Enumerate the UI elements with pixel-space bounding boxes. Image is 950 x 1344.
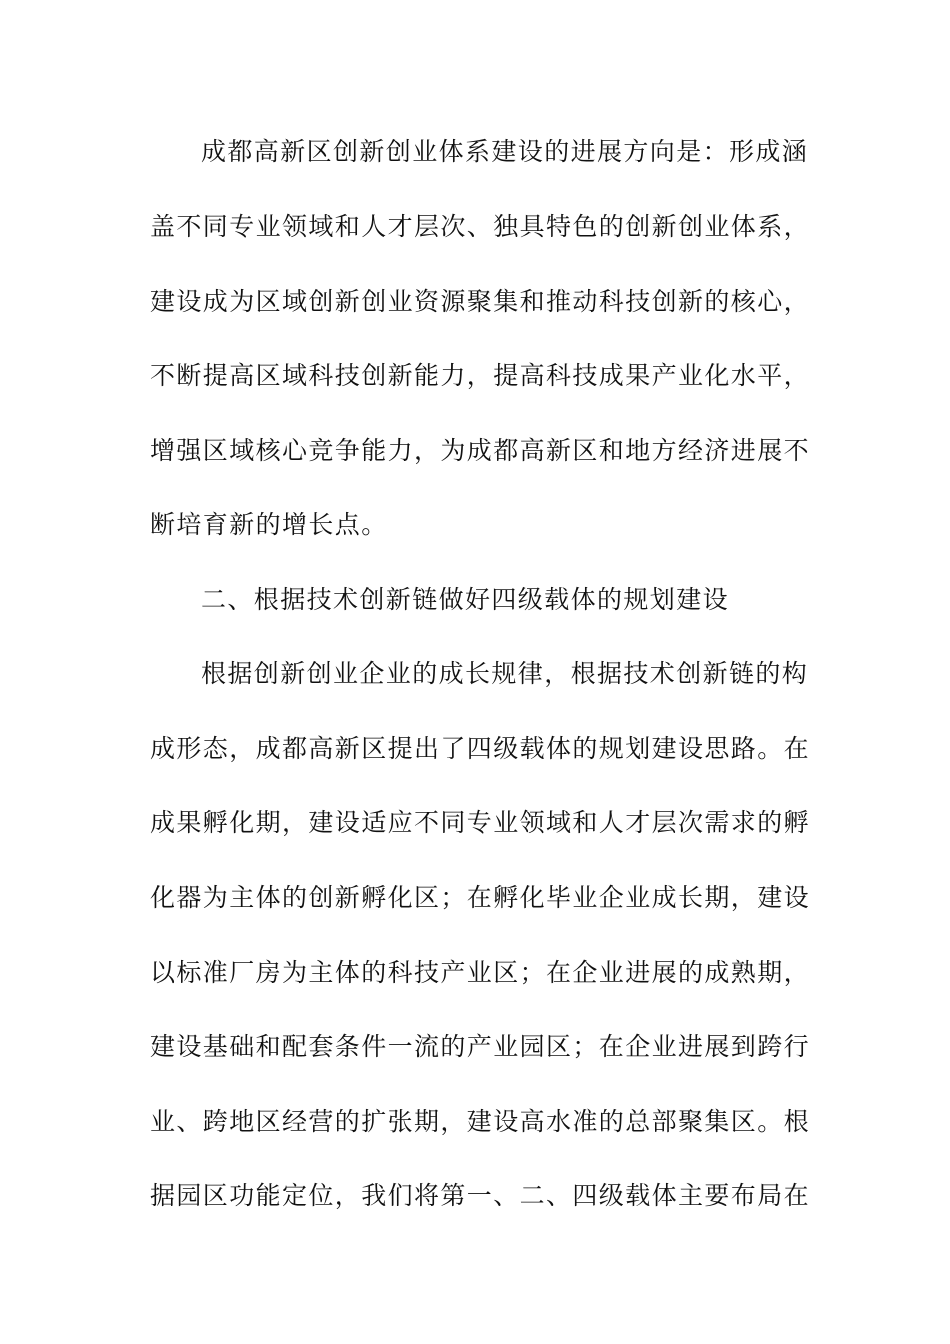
text-line: 建设基础和配套条件一流的产业园区；在企业进展到跨行 [150,1032,811,1061]
text-line: 成都高新区创新创业体系建设的进展方向是：形成涵 [201,137,809,166]
text-line: 据园区功能定位，我们将第一、二、四级载体主要布局在 [150,1181,811,1210]
text-line: 业、跨地区经营的扩张期，建设高水准的总部聚集区。根 [150,1107,811,1136]
section-heading: 二、根据技术创新链做好四级载体的规划建设 [201,585,730,614]
text-line: 成果孵化期，建设适应不同专业领域和人才层次需求的孵 [150,808,811,837]
text-line: 建设成为区域创新创业资源聚集和推动科技创新的核心， [150,287,811,316]
text-line: 断培育新的增长点。 [150,510,388,539]
text-line: 盖不同专业领域和人才层次、独具特色的创新创业体系， [150,212,811,241]
text-line: 成形态，成都高新区提出了四级载体的规划建设思路。在 [150,734,811,763]
text-line: 根据创新创业企业的成长规律，根据技术创新链的构 [201,659,809,688]
text-line: 不断提高区域科技创新能力，提高科技成果产业化水平， [150,361,811,390]
text-line: 增强区域核心竞争能力，为成都高新区和地方经济进展不 [150,436,811,465]
text-line: 以标准厂房为主体的科技产业区；在企业进展的成熟期， [150,958,811,987]
text-line: 化器为主体的创新孵化区；在孵化毕业企业成长期，建设 [150,883,811,912]
